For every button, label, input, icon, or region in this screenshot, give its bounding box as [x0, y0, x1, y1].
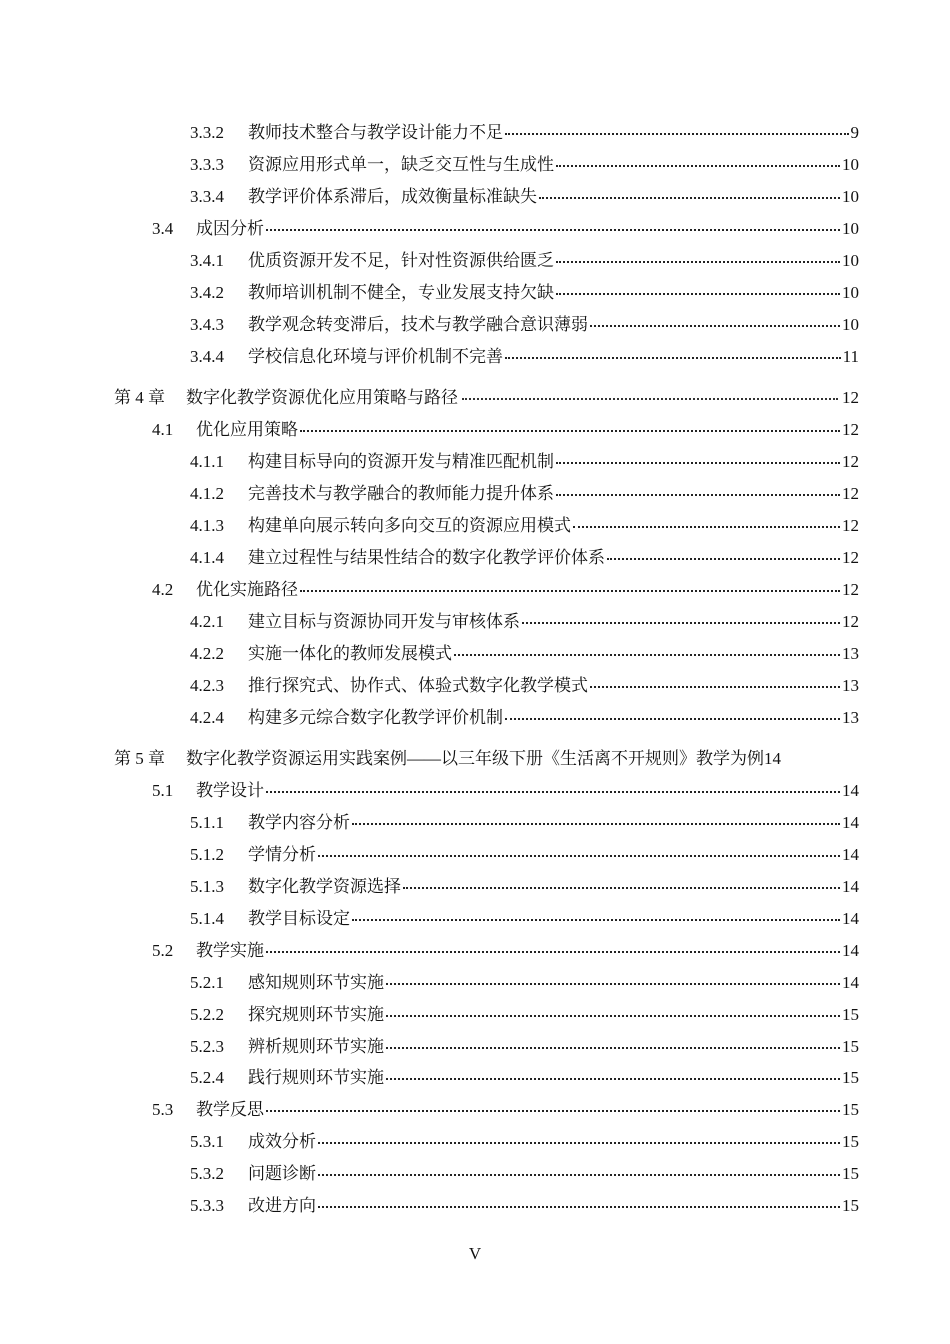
toc-entry-number: 5.1: [152, 781, 174, 800]
toc-entry-page: 13: [842, 644, 859, 663]
toc-entry[interactable]: [190, 1003, 859, 1027]
toc-entry[interactable]: [190, 185, 859, 209]
toc-entry-number: 4.1.2: [190, 484, 224, 503]
toc-entry-page: 15: [842, 1196, 859, 1215]
dot-leader: [590, 324, 840, 327]
toc-entry[interactable]: [190, 875, 859, 899]
toc-entry-page: 15: [842, 1037, 859, 1056]
dot-leader: [266, 790, 840, 793]
toc-entry-page: 14: [842, 781, 859, 800]
dot-leader: [590, 685, 840, 688]
toc-entry-title: 数字化教学资源优化应用策略与路径: [186, 388, 458, 407]
toc-entry-number: 3.4.3: [190, 315, 224, 334]
dot-leader: [386, 1077, 840, 1080]
toc-entry-page: 13: [842, 676, 859, 695]
toc-entry-number: 5.1.4: [190, 909, 224, 928]
toc-entry[interactable]: [190, 482, 859, 506]
toc-entry-page: 14: [842, 845, 859, 864]
toc-entry-page: 12: [842, 452, 859, 471]
toc-entry[interactable]: [152, 418, 859, 442]
toc-entry[interactable]: [190, 610, 859, 634]
toc-entry-number: 4.2.3: [190, 676, 224, 695]
dot-leader: [300, 429, 840, 432]
toc-entry-title: 教师培训机制不健全，专业发展支持欠缺: [248, 283, 554, 302]
toc-entry-page: 10: [842, 219, 859, 238]
toc-entry-title: 教学评价体系滞后，成效衡量标准缺失: [248, 187, 537, 206]
dot-leader: [454, 653, 840, 656]
toc-entry[interactable]: [190, 706, 859, 730]
toc-entry-number: 5.1.2: [190, 845, 224, 864]
toc-entry-page: 14: [842, 909, 859, 928]
dot-leader: [505, 356, 841, 359]
toc-entry-title: 教师技术整合与教学设计能力不足: [248, 123, 503, 142]
toc-entry[interactable]: [190, 971, 859, 995]
toc-entry-page: 10: [842, 283, 859, 302]
toc-entry[interactable]: [190, 153, 859, 177]
dot-leader: [556, 493, 840, 496]
toc-entry-page: 12: [842, 516, 859, 535]
toc-entry-title: 数字化教学资源运用实践案例——以三年级下册《生活离不开规则》教学为例: [186, 749, 764, 768]
toc-entry-title: 构建多元综合数字化教学评价机制: [248, 708, 503, 727]
toc-entry-title: 教学实施: [196, 941, 264, 960]
toc-entry[interactable]: [190, 281, 859, 305]
toc-entry-title: 完善技术与教学融合的教师能力提升体系: [248, 484, 554, 503]
toc-entry-title: 教学内容分析: [248, 813, 350, 832]
toc-entry-title: 成因分析: [196, 219, 264, 238]
toc-entry-title: 学校信息化环境与评价机制不完善: [248, 347, 503, 366]
toc-entry-number: 4.1: [152, 420, 174, 439]
toc-entry-number: 4.2: [152, 580, 174, 599]
toc-entry-title: 探究规则环节实施: [248, 1005, 384, 1024]
toc-entry-page: 9: [850, 123, 859, 142]
toc-entry-page: 12: [842, 580, 859, 599]
toc-entry-title: 教学观念转变滞后，技术与教学融合意识薄弱: [248, 315, 588, 334]
dot-leader: [462, 397, 838, 400]
toc-entry-number: 4.1.1: [190, 452, 224, 471]
toc-entry[interactable]: [190, 1066, 859, 1090]
toc-entry[interactable]: [190, 843, 859, 867]
toc-entry[interactable]: [152, 217, 859, 241]
toc-entry[interactable]: [190, 674, 859, 698]
toc-entry-title: 教学设计: [196, 781, 264, 800]
toc-entry-number: 第 4 章: [114, 388, 165, 407]
dot-leader: [505, 132, 849, 135]
toc-entry-title: 构建单向展示转向多向交互的资源应用模式: [248, 516, 571, 535]
toc-entry-number: 5.1.3: [190, 877, 224, 896]
toc-entry-number: 3.3.3: [190, 155, 224, 174]
toc-entry[interactable]: [190, 811, 859, 835]
dot-leader: [522, 621, 840, 624]
page-number: V: [468, 1244, 482, 1263]
toc-entry-page: 12: [842, 612, 859, 631]
dot-leader: [300, 589, 840, 592]
toc-entry-number: 3.3.4: [190, 187, 224, 206]
toc-entry[interactable]: [190, 345, 859, 369]
toc-entry-title: 建立过程性与结果性结合的数字化教学评价体系: [248, 548, 605, 567]
dot-leader: [318, 1173, 840, 1176]
toc-entry-page: 14: [842, 941, 859, 960]
toc-entry-page: 15: [842, 1068, 859, 1087]
dot-leader: [556, 292, 840, 295]
toc-entry-title: 优质资源开发不足，针对性资源供给匮乏: [248, 251, 554, 270]
dot-leader: [386, 1046, 840, 1049]
dot-leader: [403, 886, 840, 889]
toc-entry[interactable]: [190, 1194, 859, 1218]
dot-leader: [266, 1109, 840, 1112]
toc-entry-page: 10: [842, 187, 859, 206]
toc-entry-page: 12: [842, 388, 859, 407]
dot-leader: [318, 854, 840, 857]
toc-entry-page: 12: [842, 420, 859, 439]
dot-leader: [539, 196, 840, 199]
toc-entry[interactable]: [114, 386, 859, 410]
toc-entry-number: 5.3: [152, 1100, 174, 1119]
toc-entry-page: 12: [842, 484, 859, 503]
toc-entry[interactable]: [152, 1098, 859, 1122]
toc-entry-page: 12: [842, 548, 859, 567]
toc-entry-number: 5.2: [152, 941, 174, 960]
dot-leader: [573, 525, 840, 528]
toc-entry-page: 10: [842, 315, 859, 334]
toc-entry-number: 5.2.3: [190, 1037, 224, 1056]
toc-entry[interactable]: [114, 747, 859, 771]
toc-entry[interactable]: [152, 939, 859, 963]
toc-entry-title: 问题诊断: [248, 1164, 316, 1183]
toc-entry[interactable]: [190, 642, 859, 666]
toc-entry-number: 3.3.2: [190, 123, 224, 142]
toc-entry[interactable]: [190, 1130, 859, 1154]
toc-entry[interactable]: [190, 1162, 859, 1186]
dot-leader: [352, 918, 840, 921]
toc-entry-number: 5.2.4: [190, 1068, 224, 1087]
toc-entry-title: 践行规则环节实施: [248, 1068, 384, 1087]
toc-entry[interactable]: [190, 450, 859, 474]
toc-entry[interactable]: [190, 313, 859, 337]
toc-entry-title: 教学目标设定: [248, 909, 350, 928]
toc-entry-page: 14: [842, 973, 859, 992]
toc-entry[interactable]: [190, 907, 859, 931]
toc-entry-number: 3.4: [152, 219, 174, 238]
toc-entry-title: 优化应用策略: [196, 420, 298, 439]
toc-entry-number: 5.1.1: [190, 813, 224, 832]
dot-leader: [556, 260, 840, 263]
dot-leader: [607, 557, 840, 560]
toc-entry-page: 10: [842, 155, 859, 174]
toc-entry-number: 5.2.2: [190, 1005, 224, 1024]
toc-entry-number: 5.3.2: [190, 1164, 224, 1183]
toc-entry-page: 11: [842, 347, 859, 366]
toc-entry-title: 感知规则环节实施: [248, 973, 384, 992]
toc-entry-number: 5.3.3: [190, 1196, 224, 1215]
dot-leader: [352, 822, 840, 825]
toc-entry-page: 15: [842, 1132, 859, 1151]
toc-entry-number: 5.3.1: [190, 1132, 224, 1151]
toc-entry[interactable]: [190, 249, 859, 273]
toc-entry-title: 辨析规则环节实施: [248, 1037, 384, 1056]
toc-entry-number: 4.1.4: [190, 548, 224, 567]
toc-entry-title: 构建目标导向的资源开发与精准匹配机制: [248, 452, 554, 471]
toc-entry-number: 3.4.2: [190, 283, 224, 302]
dot-leader: [318, 1205, 840, 1208]
dot-leader: [505, 717, 840, 720]
toc-entry-page: 14: [764, 749, 781, 768]
toc-entry-page: 15: [842, 1164, 859, 1183]
toc-entry-title: 成效分析: [248, 1132, 316, 1151]
dot-leader: [556, 461, 840, 464]
toc-entry[interactable]: [152, 578, 859, 602]
dot-leader: [556, 164, 840, 167]
dot-leader: [318, 1141, 840, 1144]
toc-entry[interactable]: [190, 514, 859, 538]
toc-entry[interactable]: [190, 121, 859, 145]
dot-leader: [266, 950, 840, 953]
toc-entry-title: 实施一体化的教师发展模式: [248, 644, 452, 663]
toc-entry-number: 4.1.3: [190, 516, 224, 535]
toc-entry-number: 4.2.4: [190, 708, 224, 727]
toc-entry-number: 第 5 章: [114, 749, 165, 768]
toc-entry-title: 推行探究式、协作式、体验式数字化教学模式: [248, 676, 588, 695]
toc-entry-title: 资源应用形式单一，缺乏交互性与生成性: [248, 155, 554, 174]
toc-entry-title: 学情分析: [248, 845, 316, 864]
toc-entry-page: 14: [842, 813, 859, 832]
dot-leader: [386, 1014, 840, 1017]
toc-entry-title: 建立目标与资源协同开发与审核体系: [248, 612, 520, 631]
toc-entry[interactable]: [190, 1035, 859, 1059]
toc-entry-page: 13: [842, 708, 859, 727]
toc-entry-title: 数字化教学资源选择: [248, 877, 401, 896]
toc-entry-title: 改进方向: [248, 1196, 316, 1215]
toc-entry-page: 10: [842, 251, 859, 270]
toc-entry-title: 优化实施路径: [196, 580, 298, 599]
toc-entry-number: 4.2.2: [190, 644, 224, 663]
toc-entry[interactable]: [190, 546, 859, 570]
toc-entry-page: 14: [842, 877, 859, 896]
toc-entry-title: 教学反思: [196, 1100, 264, 1119]
toc-entry[interactable]: [152, 779, 859, 803]
toc-entry-number: 3.4.4: [190, 347, 224, 366]
dot-leader: [266, 228, 840, 231]
toc-entry-number: 5.2.1: [190, 973, 224, 992]
toc-entry-number: 4.2.1: [190, 612, 224, 631]
toc-entry-number: 3.4.1: [190, 251, 224, 270]
toc-entry-page: 15: [842, 1100, 859, 1119]
dot-leader: [386, 982, 840, 985]
toc-entry-page: 15: [842, 1005, 859, 1024]
